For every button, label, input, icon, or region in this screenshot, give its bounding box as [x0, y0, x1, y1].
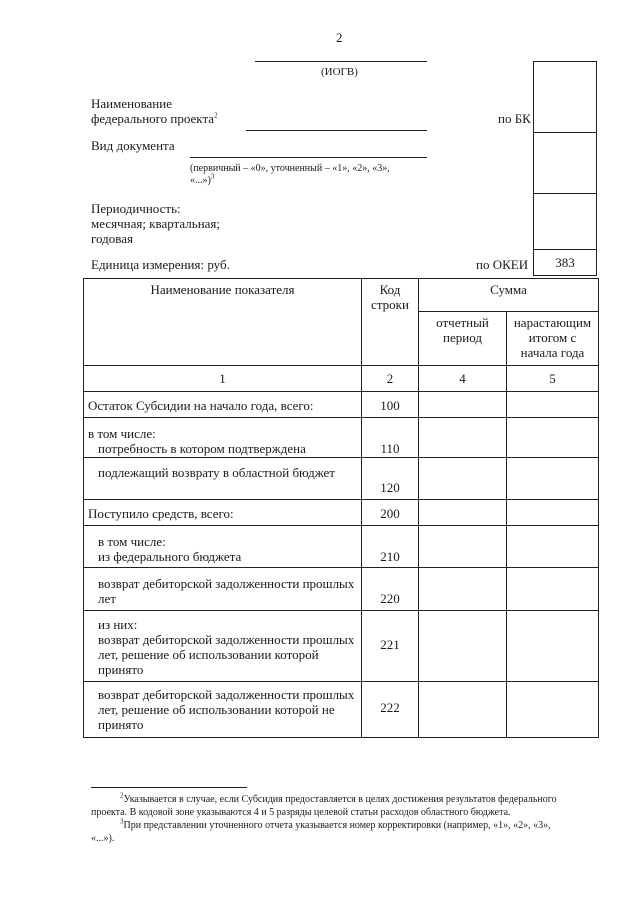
table-row	[84, 500, 599, 526]
footnote-ref-3: 3	[210, 172, 215, 181]
footnote-ref-2: 2	[214, 111, 218, 120]
table-row	[84, 526, 599, 568]
row-code: 100	[362, 392, 419, 418]
periodicity-line3: годовая	[91, 231, 133, 246]
doc-type-label: Вид документа	[91, 138, 175, 153]
iogv-caption: (ИОГВ)	[321, 66, 358, 78]
row-cumulative-value[interactable]	[507, 526, 599, 568]
code-box-doc-type	[533, 193, 597, 250]
table-header-row	[84, 279, 599, 312]
periodicity-line1: Периодичность:	[91, 201, 181, 216]
footnote-2-line2: проекта. В кодовой зоне указываются 4 и 5 разряды целевой статьи расходов областного бюджета.	[91, 807, 511, 818]
row-name: в том числе: потребность в котором подтверждена	[84, 418, 362, 458]
page-number: 2	[336, 30, 343, 45]
col-code-header: Код строки	[362, 279, 419, 366]
row-name: Поступило средств, всего:	[84, 500, 362, 526]
table-row	[84, 418, 599, 458]
okei-value: 383	[555, 255, 575, 270]
iogv-line	[255, 61, 427, 62]
row-cumulative-value[interactable]	[507, 611, 599, 682]
doc-type-line	[190, 157, 427, 158]
po-okei-label: по ОКЕИ	[476, 257, 529, 272]
row-code: 200	[362, 500, 419, 526]
table-row	[84, 568, 599, 611]
po-bk-label: по БК	[498, 111, 531, 126]
col-cumulative-header: нарастающим итогом с начала года	[507, 312, 599, 366]
row-name: в том числе: из федерального бюджета	[84, 526, 362, 568]
report-table	[83, 278, 599, 738]
row-period-value[interactable]	[419, 568, 507, 611]
col-sum-header: Сумма	[419, 279, 599, 312]
col-number-1: 1	[84, 366, 362, 392]
project-label-line1: Наименование	[91, 96, 172, 111]
row-period-value[interactable]	[419, 611, 507, 682]
row-name: возврат дебиторской задолженности прошлых лет	[84, 568, 362, 611]
row-cumulative-value[interactable]	[507, 392, 599, 418]
row-name: Остаток Субсидии на начало года, всего:	[84, 392, 362, 418]
row-period-value[interactable]	[419, 418, 507, 458]
project-name-line	[246, 130, 427, 131]
row-name: из них: возврат дебиторской задолженности прошлых лет, решение об использовании которой принято	[84, 611, 362, 682]
table-row	[84, 682, 599, 738]
row-name: подлежащий возврату в областной бюджет	[84, 458, 362, 500]
row-code: 110	[362, 418, 419, 458]
col-number-5: 5	[507, 366, 599, 392]
row-cumulative-value[interactable]	[507, 418, 599, 458]
row-code: 221	[362, 611, 419, 682]
unit-label: Единица измерения: руб.	[91, 257, 230, 272]
column-number-row	[84, 366, 599, 392]
row-period-value[interactable]	[419, 458, 507, 500]
col-number-2: 2	[362, 366, 419, 392]
row-cumulative-value[interactable]	[507, 568, 599, 611]
row-cumulative-value[interactable]	[507, 458, 599, 500]
row-name: возврат дебиторской задолженности прошлых лет, решение об использовании которой не принято	[84, 682, 362, 738]
doc-type-hint-line2: «...»)$^3$	[190, 172, 215, 186]
code-box-iogv	[533, 61, 597, 133]
row-period-value[interactable]	[419, 500, 507, 526]
footnote-3-line1: $^3$При представлении уточненного отчета указывается номер корректировки (например, «1», «2», «3»,	[120, 817, 551, 831]
row-code: 220	[362, 568, 419, 611]
table-row	[84, 611, 599, 682]
col-period-header: отчетный период	[419, 312, 507, 366]
code-box-bk	[533, 131, 597, 194]
code-box-okei	[533, 249, 597, 276]
row-period-value[interactable]	[419, 682, 507, 738]
row-code: 120	[362, 458, 419, 500]
row-cumulative-value[interactable]	[507, 500, 599, 526]
doc-type-hint-line1: (первичный – «0», уточненный – «1», «2», «3»,	[190, 163, 390, 174]
col-name-header: Наименование показателя	[84, 279, 362, 366]
footnote-separator	[91, 787, 247, 788]
table-row	[84, 392, 599, 418]
table-row	[84, 458, 599, 500]
footnote-3-line2: «...»).	[91, 833, 115, 844]
col-number-4: 4	[419, 366, 507, 392]
periodicity-line2: месячная; квартальная;	[91, 216, 221, 231]
row-period-value[interactable]	[419, 526, 507, 568]
row-code: 210	[362, 526, 419, 568]
footnote-2-line1: $^2$Указывается в случае, если Субсидия предоставляется в целях достижения результатов федерального	[120, 791, 557, 805]
row-period-value[interactable]	[419, 392, 507, 418]
row-cumulative-value[interactable]	[507, 682, 599, 738]
row-code: 222	[362, 682, 419, 738]
project-label-line2: федерального проекта$^2$	[91, 111, 218, 126]
